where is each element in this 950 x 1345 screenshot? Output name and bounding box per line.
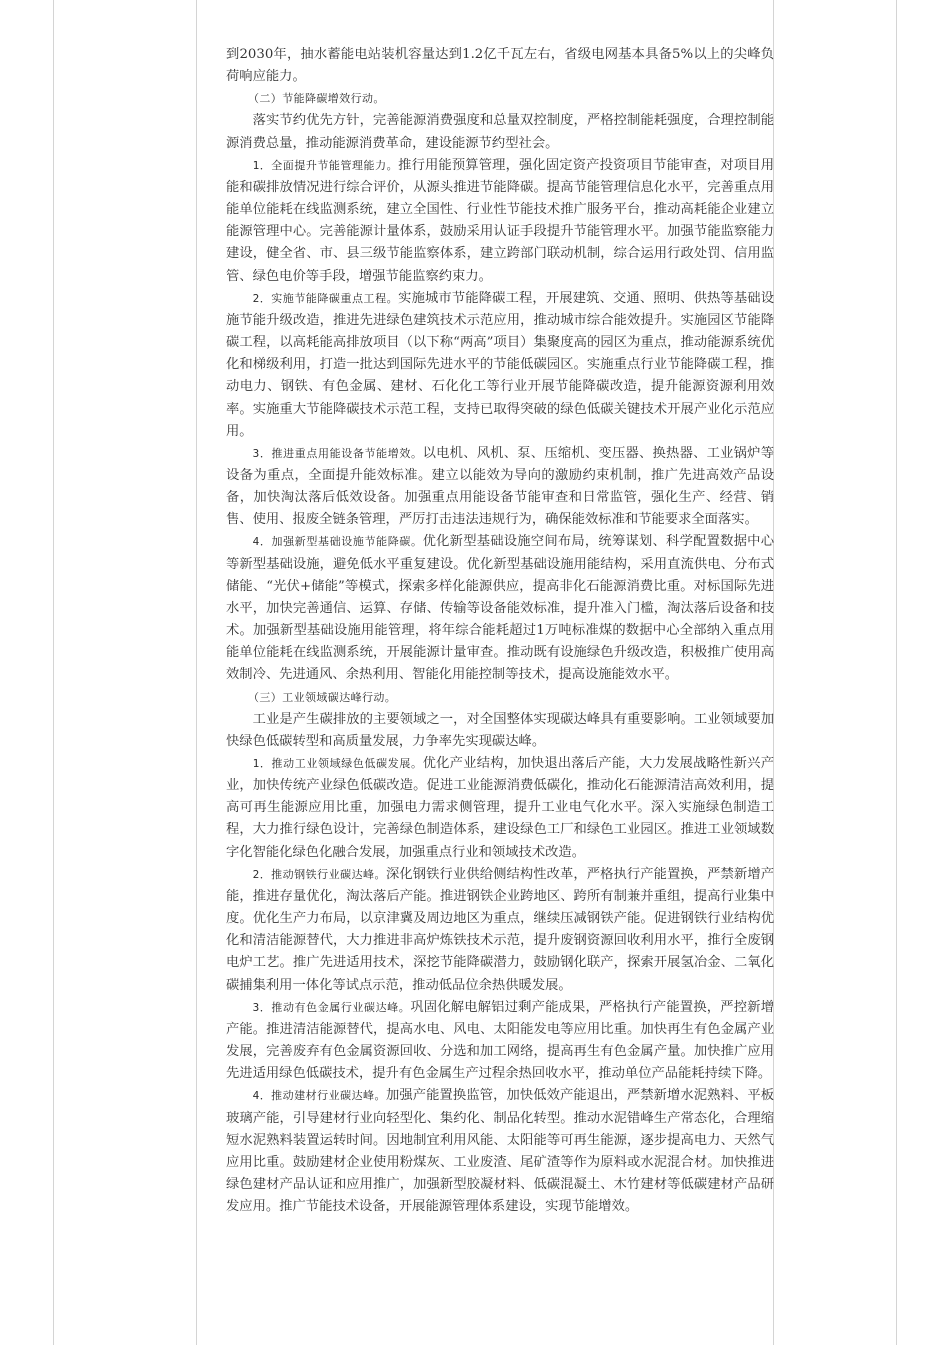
frame-line-left-outer — [53, 0, 54, 1345]
item-3-3 — [226, 997, 774, 1086]
document-body — [226, 44, 774, 1218]
section-intro-2: 落实节约优先方针，完善能源消费强度和总量双控制度，严格控制能耗强度，合理控制能源消费总量，推动能源消费革命，建设能源节约型社会。 — [226, 113, 774, 151]
frame-line-left-inner — [196, 0, 197, 1345]
item-2-4-lead: 4．加强新型基础设施节能降碳。 — [252, 535, 423, 549]
item-3-4-body: 加强产能置换监管，加快低效产能退出，严禁新增水泥熟料、平板玻璃产能，引导建材行业向轻型化、集约化、制品化转型。推动水泥错峰生产常态化，合理缩短水泥熟料装置运转时间。因地制宜利用风能、太阳能等可再生能源，逐步提高电力、天然气应用比重。鼓励建材企业使用粉煤灰、工业废渣、尾矿渣等作为原料或水泥混合材。加快推进绿色建材产品认证和应用推广，加强新型胶凝材料、低碳混凝土、木竹建材等低碳建材产品研发应用。推广节能技术设备，开展能源管理体系建设，实现节能增效。 — [226, 1088, 775, 1215]
item-2-3-lead: 3．推进重点用能设备节能增效。 — [252, 446, 423, 460]
item-3-2-body: 深化钢铁行业供给侧结构性改革，严格执行产能置换，严禁新增产能，推进存量优化，淘汰落后产能。推进钢铁企业跨地区、跨所有制兼并重组，提高行业集中度。优化生产力布局，以京津冀及周边地区为重点，继续压减钢铁产能。促进钢铁行业结构优化和清洁能源替代，大力推进非高炉炼铁技术示范，提升废钢资源回收利用水平，推行全废钢电炉工艺。推广先进适用技术，深挖节能降碳潜力，鼓励钢化联产，探索开展氢冶金、二氧化碳捕集利用一体化等试点示范，推动低品位余热供暖发展。 — [226, 866, 775, 993]
item-3-2 — [226, 864, 774, 997]
item-3-3-lead: 3．推动有色金属行业碳达峰。 — [252, 1000, 411, 1014]
section-heading-3: （三）工业领域碳达峰行动。 — [248, 690, 397, 704]
item-3-4 — [226, 1085, 774, 1218]
item-3-4-lead: 4．推动建材行业碳达峰。 — [252, 1089, 387, 1103]
item-2-4-body: 优化新型基础设施空间布局，统筹谋划、科学配置数据中心等新型基础设施，避免低水平重复建设。优化新型基础设施用能结构，采用直流供电、分布式储能、“光伏+储能”等模式，探索多样化能源供应，提高非化石能源消费比重。对标国际先进水平，加快完善通信、运算、存储、传输等设备能效标准，提升准入门槛，淘汰落后设备和技术。加强新型基础设施用能管理，将年综合能耗超过1万吨标准煤的数据中心全部纳入重点用能单位能耗在线监测系统，开展能源计量审查。推动既有设施绿色升级改造，积极推广使用高效制冷、先进通风、余热利用、智能化用能控制等技术，提高设施能效水平。 — [226, 534, 775, 683]
item-3-3-body: 巩固化解电解铝过剩产能成果，严格执行产能置换，严控新增产能。推进清洁能源替代，提高水电、风电、太阳能发电等应用比重。加快再生有色金属产业发展，完善废弃有色金属资源回收、分选和加工网络，提高再生有色金属产量。加快推广应用先进适用绿色低碳技术，提升有色金属生产过程余热回收水平，推动单位产品能耗持续下降。 — [226, 999, 774, 1082]
item-3-1-body: 优化产业结构，加快退出落后产能，大力发展战略性新兴产业，加快传统产业绿色低碳改造。促进工业能源消费低碳化，推动化石能源清洁高效利用，提高可再生能源应用比重，加强电力需求侧管理，提升工业电气化水平。深入实施绿色制造工程，大力推行绿色设计，完善绿色制造体系，建设绿色工厂和绿色工业园区。推进工业领域数字化智能化绿色化融合发展，加强重点行业和领域技术改造。 — [226, 756, 775, 860]
item-2-1-lead: 1．全面提升节能管理能力。 — [252, 158, 399, 172]
item-3-2-lead: 2．推动钢铁行业碳达峰。 — [252, 867, 387, 881]
item-2-4 — [226, 531, 774, 686]
frame-line-right-outer — [896, 0, 897, 1345]
item-3-1-lead: 1．推动工业领域绿色低碳发展。 — [252, 757, 423, 770]
item-2-2-lead: 2．实施节能降碳重点工程。 — [252, 291, 399, 305]
section-intro-3: 工业是产生碳排放的主要领域之一，对全国整体实现碳达峰具有重要影响。工业领域要加快绿色低碳转型和高质量发展，力争率先实现碳达峰。 — [226, 711, 774, 749]
item-2-2-body: 实施城市节能降碳工程，开展建筑、交通、照明、供热等基础设施节能升级改造，推进先进绿色建筑技术示范应用，推动城市综合能效提升。实施园区节能降碳工程，以高耗能高排放项目（以下称“两高”项目）集聚度高的园区为重点，推动能源系统优化和梯级利用，打造一批达到国际先进水平的节能低碳园区。实施重点行业节能降碳工程，推动电力、钢铁、有色金属、建材、石化化工等行业开展节能降碳改造，提升能源资源利用效率。实施重大节能降碳技术示范工程，支持已取得突破的绿色低碳关键技术开展产业化示范应用。 — [226, 290, 775, 439]
item-2-1-body: 推行用能预算管理，强化固定资产投资项目节能审查，对项目用能和碳排放情况进行综合评价，从源头推进节能降碳。提高节能管理信息化水平，完善重点用能单位能耗在线监测系统，建立全国性、行业性节能技术推广服务平台，推动高耗能企业建立能源管理中心。完善能源计量体系，鼓励采用认证手段提升节能管理水平。加强节能监察能力建设，健全省、市、县三级节能监察体系，建立跨部门联动机制，综合运用行政处罚、信用监管、绿色电价等手段，增强节能监察约束力。 — [226, 157, 775, 284]
item-3-1 — [226, 753, 774, 864]
section-heading-2: （二）节能降碳增效行动。 — [248, 92, 385, 106]
item-2-3 — [226, 443, 774, 532]
item-2-2 — [226, 288, 774, 443]
paragraph-continued: 到2030年，抽水蓄能电站装机容量达到1.2亿千瓦左右，省级电网基本具备5%以上的尖峰负荷响应能力。 — [226, 47, 774, 85]
item-2-3-body: 以电机、风机、泵、压缩机、变压器、换热器、工业锅炉等设备为重点，全面提升能效标准。建立以能效为导向的激励约束机制，推广先进高效产品设备，加快淘汰落后低效设备。加强重点用能设备节能审查和日常监管，强化生产、经营、销售、使用、报废全链条管理，严厉打击违法违规行为，确保能效标准和节能要求全面落实。 — [226, 445, 775, 528]
item-2-1 — [226, 155, 774, 288]
